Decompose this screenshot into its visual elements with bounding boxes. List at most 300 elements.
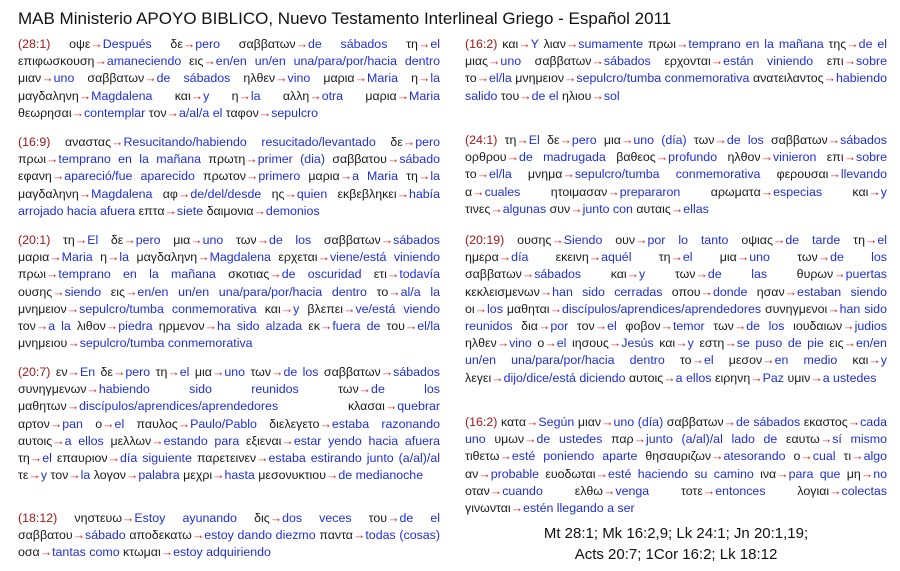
arrow-icon: →: [191, 528, 205, 543]
spanish-gloss: apareció/fue aparecido: [64, 169, 195, 184]
greek-word: ηλθεν: [465, 336, 497, 351]
arrow-icon: →: [591, 88, 604, 103]
page-title: MAB Ministerio APOYO BIBLICO, Nuevo Testamento Interlineal Griego - Español 2011: [18, 9, 672, 28]
arrow-icon: →: [868, 353, 881, 368]
spanish-gloss: Resucitando/habiendo resucitado/levantado: [123, 135, 376, 149]
greek-word: μιας: [465, 54, 489, 69]
greek-word: τοτε: [680, 483, 703, 498]
arrow-icon: →: [474, 301, 488, 316]
spanish-gloss: estaba estirando junto (a/al)/al: [268, 451, 440, 466]
spanish-gloss: de las: [707, 267, 768, 282]
spanish-gloss: y: [639, 267, 646, 282]
arrow-icon: →: [817, 250, 831, 265]
spanish-gloss: dijo/dice/está diciendo: [503, 370, 626, 385]
spanish-gloss: discípulos/aprendices/aprendedores: [79, 399, 279, 414]
greek-word: πρωι: [647, 37, 676, 51]
spanish-gloss: venga: [615, 483, 650, 498]
spanish-gloss: de los: [746, 319, 785, 334]
arrow-icon: →: [833, 267, 846, 282]
greek-word: μαγδαληνη: [18, 186, 79, 201]
greek-word: μαρια: [323, 71, 355, 86]
arrow-icon: →: [620, 133, 634, 147]
greek-word: ορθρου: [465, 150, 507, 165]
arrow-icon: →: [829, 483, 842, 498]
spanish-gloss: Jesús: [621, 336, 654, 351]
arrow-icon: →: [269, 511, 283, 525]
greek-word: οπου: [671, 284, 701, 299]
spanish-gloss: de los: [371, 382, 440, 397]
spanish-gloss: contemplar: [83, 105, 146, 120]
spanish-gloss: pan: [62, 416, 83, 431]
arrow-icon: →: [190, 233, 203, 247]
arrow-icon: →: [106, 250, 120, 265]
arrow-icon: →: [819, 432, 833, 447]
spanish-gloss: estando para: [163, 433, 240, 448]
greek-word: εν: [55, 365, 68, 379]
spanish-gloss: día siguiente: [120, 451, 192, 466]
spanish-gloss: se puso de pie: [736, 336, 824, 351]
spanish-gloss: y: [40, 468, 48, 483]
spanish-gloss: prepararon: [619, 184, 681, 199]
spanish-gloss: siete: [176, 203, 204, 218]
greek-word: μια: [603, 133, 621, 147]
greek-word: μιαν: [577, 415, 602, 429]
greek-word: τον: [50, 468, 69, 483]
arrow-icon: →: [595, 466, 608, 481]
greek-word: ηλθον: [727, 150, 761, 165]
arrow-icon: →: [524, 432, 537, 447]
greek-word: σαββατων: [87, 71, 145, 86]
arrow-icon: →: [197, 250, 210, 265]
greek-word: θησαυριζων: [645, 449, 712, 464]
arrow-icon: →: [94, 54, 107, 69]
greek-word: ειρηνη: [714, 370, 751, 385]
arrow-icon: →: [537, 319, 551, 334]
arrow-icon: →: [256, 233, 269, 247]
greek-word: του: [386, 319, 405, 334]
greek-word: μαθηται: [506, 301, 550, 316]
right-entry-3: [465, 232, 887, 387]
greek-word: των: [713, 319, 734, 334]
arrow-icon: →: [402, 135, 416, 149]
greek-word: μαγδαληνη: [18, 88, 79, 103]
arrow-icon: →: [846, 37, 859, 51]
greek-word: ευοδωται: [545, 466, 596, 481]
arrow-icon: →: [112, 365, 126, 379]
greek-word: παρετεινεν: [196, 451, 257, 466]
spanish-gloss: de sábados: [156, 71, 231, 86]
left-entry-5: [18, 510, 440, 562]
greek-word: σαββατων: [323, 365, 381, 379]
arrow-icon: →: [843, 150, 856, 165]
greek-word: τη: [63, 233, 75, 247]
greek-word: οψε: [69, 37, 91, 51]
greek-word: τινες: [465, 201, 491, 216]
spanish-gloss: en/en un/en una/para/por/hacia dentro: [465, 336, 887, 368]
right-entry-4: [465, 414, 887, 517]
arrow-icon: →: [66, 399, 80, 414]
arrow-icon: →: [710, 54, 724, 69]
greek-word: μνημα: [527, 167, 563, 182]
arrow-icon: →: [539, 284, 553, 299]
spanish-gloss: profundo: [668, 150, 718, 165]
spanish-gloss: cada uno: [465, 415, 887, 447]
spanish-gloss: probable: [490, 466, 539, 481]
arrow-icon: →: [271, 365, 284, 379]
spanish-gloss: Magdalena: [91, 186, 153, 201]
greek-word: θεωρησαι: [18, 105, 72, 120]
spanish-gloss: sepulcro: [271, 105, 319, 120]
spanish-gloss: uno: [749, 250, 770, 265]
arrow-icon: →: [35, 319, 49, 334]
spanish-gloss: Después: [102, 37, 152, 51]
greek-word: δις: [254, 511, 270, 525]
spanish-gloss: la: [80, 468, 91, 483]
arrow-icon: →: [396, 186, 409, 201]
spanish-gloss: el/la: [489, 167, 512, 182]
spanish-gloss: cuando: [502, 483, 543, 498]
arrow-icon: →: [358, 382, 372, 397]
greek-word: η: [411, 71, 418, 86]
arrow-icon: →: [711, 449, 724, 464]
scripture-references: [465, 523, 887, 565]
spanish-gloss: palabra: [138, 468, 180, 483]
spanish-gloss: de los: [268, 233, 312, 247]
greek-word: συνηγμενοι: [765, 301, 828, 316]
arrow-icon: →: [489, 483, 503, 498]
arrow-icon: →: [417, 169, 431, 184]
spanish-gloss: Según: [538, 415, 575, 429]
spanish-gloss: no: [873, 466, 887, 481]
spanish-gloss: tantas como: [52, 545, 120, 560]
greek-word: τι: [843, 449, 852, 464]
arrow-icon: →: [506, 150, 519, 165]
greek-word: σαββατου: [18, 528, 73, 543]
greek-word: οψιας: [741, 233, 773, 247]
greek-word: μεσονυκτιου: [258, 468, 326, 483]
spanish-gloss: estar yendo hacia afuera: [293, 433, 440, 448]
spanish-gloss: para que: [788, 466, 841, 481]
greek-word: ο: [793, 449, 801, 464]
greek-word: ερχονται: [664, 54, 711, 69]
arrow-icon: →: [177, 186, 191, 201]
greek-word: ταφον: [225, 105, 259, 120]
arrow-icon: →: [633, 432, 646, 447]
greek-word: φοβον: [625, 319, 661, 334]
verse-reference: (20:7): [18, 365, 51, 379]
greek-word: το: [376, 284, 389, 299]
greek-word: σαββατων: [323, 233, 381, 247]
greek-word: νηστευω: [74, 511, 122, 525]
arrow-icon: →: [182, 37, 196, 51]
spanish-gloss: vino: [287, 71, 311, 86]
greek-word: αρωματα: [710, 184, 761, 199]
greek-word: των: [693, 133, 715, 147]
greek-word: συν: [549, 201, 571, 216]
spanish-gloss: el: [114, 416, 125, 431]
arrow-icon: →: [491, 370, 504, 385]
spanish-gloss: amaneciendo: [106, 54, 182, 69]
greek-word: ουσης: [18, 284, 53, 299]
spanish-gloss: de los: [283, 365, 319, 379]
arrow-icon: →: [496, 336, 510, 351]
arrow-icon: →: [384, 399, 398, 414]
greek-word: μαρια: [18, 250, 50, 265]
spanish-gloss: a la: [48, 319, 71, 334]
spanish-gloss: vinieron: [772, 150, 817, 165]
spanish-gloss: al/a la: [400, 284, 440, 299]
spanish-gloss: Paulo/Pablo: [190, 416, 257, 431]
arrow-icon: →: [160, 545, 174, 560]
greek-word: εκαστος: [803, 415, 848, 429]
arrow-icon: →: [105, 319, 119, 334]
spanish-gloss: el: [430, 37, 440, 51]
arrow-icon: →: [864, 233, 878, 247]
arrow-icon: →: [111, 135, 124, 149]
arrow-icon: →: [102, 416, 115, 431]
spanish-gloss: temprano en la mañana: [688, 37, 824, 51]
arrow-icon: →: [570, 201, 583, 216]
greek-word: λεγει: [465, 370, 492, 385]
greek-word: ητοιμασαν: [550, 184, 608, 199]
greek-word: μη: [846, 466, 861, 481]
arrow-icon: →: [518, 37, 531, 51]
spanish-gloss: estoy dando diezmo: [204, 528, 316, 543]
greek-word: λιαν: [543, 37, 566, 51]
greek-word: μαγδαληνη: [136, 250, 198, 265]
spanish-gloss: de ustedes: [536, 432, 603, 447]
greek-word: αποδεκατω: [129, 528, 192, 543]
arrow-icon: →: [776, 466, 789, 481]
spanish-gloss: El: [528, 133, 540, 147]
arrow-icon: →: [655, 150, 669, 165]
arrow-icon: →: [396, 88, 410, 103]
spanish-gloss: Paz: [762, 370, 784, 385]
spanish-gloss: sobre: [856, 150, 887, 165]
arrow-icon: →: [663, 370, 676, 385]
spanish-gloss: en medio: [774, 353, 838, 368]
spanish-gloss: los: [487, 301, 503, 316]
greek-word: τον: [18, 319, 36, 334]
spanish-gloss: habiendo sido reunidos: [98, 382, 299, 397]
verse-reference: (28:1): [18, 37, 51, 51]
greek-word: των: [250, 365, 272, 379]
arrow-icon: →: [90, 37, 103, 51]
spanish-gloss: quien: [296, 186, 328, 201]
spanish-gloss: esté poniendo aparte: [511, 449, 638, 464]
arrow-icon: →: [352, 528, 366, 543]
spanish-gloss: Maria: [367, 71, 398, 86]
greek-word: τη: [853, 233, 865, 247]
greek-word: κτωμαι: [123, 545, 161, 560]
arrow-icon: →: [772, 233, 786, 247]
arrow-icon: →: [387, 511, 400, 525]
arrow-icon: →: [588, 250, 602, 265]
arrow-icon: →: [544, 336, 557, 351]
arrow-icon: →: [842, 319, 855, 334]
spanish-gloss: el: [179, 365, 190, 379]
arrow-icon: →: [284, 186, 297, 201]
greek-word: ινα: [760, 466, 777, 481]
spanish-gloss: todas (cosas): [365, 528, 440, 543]
spanish-gloss: estaban siendo: [797, 284, 887, 299]
spanish-gloss: y: [203, 88, 210, 103]
arrow-icon: →: [591, 54, 604, 69]
arrow-icon: →: [319, 416, 332, 431]
greek-word: ελθω: [574, 483, 603, 498]
greek-word: σαββατων: [238, 37, 296, 51]
arrow-icon: →: [190, 88, 204, 103]
greek-word: εκεινη: [555, 250, 589, 265]
spanish-gloss: de tarde: [785, 233, 841, 247]
spanish-gloss: puertas: [845, 267, 887, 282]
spanish-gloss: judios: [854, 319, 887, 334]
greek-word: εξιεναι: [245, 433, 282, 448]
greek-word: οσα: [18, 545, 40, 560]
spanish-gloss: el: [877, 233, 888, 247]
arrow-icon: →: [177, 416, 191, 431]
greek-word: εφανη: [18, 169, 52, 184]
verse-reference: (20:1): [18, 233, 51, 247]
greek-word: επι: [826, 54, 844, 69]
greek-word: αυτοις: [628, 370, 664, 385]
spanish-gloss: de el: [399, 511, 440, 525]
spanish-gloss: estoy adquiriendo: [173, 545, 271, 560]
arrow-icon: →: [559, 133, 572, 147]
spanish-gloss: a Maria: [352, 169, 399, 184]
arrow-icon: →: [760, 184, 774, 199]
spanish-gloss: el: [607, 319, 617, 334]
spanish-gloss: algo: [863, 449, 887, 464]
spanish-gloss: cual: [812, 449, 836, 464]
greek-word: και: [852, 353, 869, 368]
arrow-icon: →: [700, 284, 713, 299]
arrow-icon: →: [211, 365, 225, 379]
arrow-icon: →: [354, 71, 367, 86]
arrow-icon: →: [526, 415, 539, 429]
arrow-icon: →: [66, 301, 80, 316]
greek-word: αυταις: [636, 201, 671, 216]
spanish-gloss: de los: [830, 250, 887, 265]
greek-word: κεκλεισμενων: [465, 284, 540, 299]
arrow-icon: →: [602, 483, 616, 498]
greek-word: δε: [110, 233, 124, 247]
greek-word: τη: [406, 37, 418, 51]
spanish-gloss: colectas: [841, 483, 887, 498]
verse-reference: (16:2): [465, 37, 498, 51]
arrow-icon: →: [39, 545, 53, 560]
spanish-gloss: en/en un/en una/para/por/hacia dentro: [215, 54, 440, 69]
spanish-gloss: El: [87, 233, 99, 247]
spanish-gloss: Magdalena: [91, 88, 153, 103]
greek-word: πρωτον: [203, 169, 246, 184]
spanish-gloss: sábados: [603, 54, 651, 69]
arrow-icon: →: [238, 88, 251, 103]
greek-word: ερχεται: [278, 250, 318, 265]
arrow-icon: →: [476, 71, 490, 86]
greek-word: το: [679, 353, 692, 368]
greek-word: η: [231, 88, 239, 103]
spanish-gloss: y: [687, 336, 694, 351]
greek-word: τε: [18, 468, 29, 483]
arrow-icon: →: [714, 133, 727, 147]
spanish-gloss: vino: [509, 336, 532, 351]
spanish-gloss: a ellos: [675, 370, 712, 385]
spanish-gloss: de medianoche: [338, 468, 424, 483]
spanish-gloss: uno: [202, 233, 224, 247]
arrow-icon: →: [275, 71, 288, 86]
arrow-icon: →: [71, 105, 84, 120]
arrow-icon: →: [167, 365, 180, 379]
arrow-icon: →: [601, 415, 614, 429]
greek-word: σαββατων: [666, 415, 724, 429]
arrow-icon: →: [702, 483, 716, 498]
arrow-icon: →: [417, 71, 431, 86]
spanish-gloss: habiendo salido: [465, 71, 887, 103]
spanish-gloss: ha sido alzada: [216, 319, 303, 334]
spanish-gloss: Maria: [61, 250, 93, 265]
arrow-icon: →: [258, 105, 272, 120]
spanish-gloss: Siendo: [563, 233, 603, 247]
arrow-icon: →: [827, 133, 841, 147]
spanish-gloss: la: [119, 250, 130, 265]
greek-word: σκοτιας: [228, 267, 270, 282]
greek-word: σαββατων: [465, 267, 522, 282]
right-entry-2: [465, 132, 887, 218]
greek-word: επιφωσκουση: [18, 54, 95, 69]
spanish-gloss: esté haciendo su camino: [607, 466, 754, 481]
greek-word: δια: [521, 319, 538, 334]
arrow-icon: →: [166, 105, 179, 120]
spanish-gloss: han sido reunidos: [465, 301, 887, 334]
greek-word: λογιαι: [797, 483, 830, 498]
spanish-gloss: llevando: [840, 167, 887, 182]
arrow-icon: →: [635, 233, 648, 247]
greek-word: τη: [504, 133, 517, 147]
spanish-gloss: entonces: [715, 483, 766, 498]
spanish-gloss: de el: [531, 88, 559, 103]
spanish-gloss: todavía: [399, 267, 440, 282]
left-entry-2: [18, 134, 440, 220]
greek-word: σαββατων: [534, 54, 592, 69]
arrow-icon: →: [551, 233, 564, 247]
verse-reference: (24:1): [465, 133, 498, 147]
greek-word: μαθητων: [18, 399, 67, 414]
spanish-gloss: la: [430, 71, 441, 86]
greek-word: επτα: [138, 203, 165, 218]
arrow-icon: →: [823, 71, 836, 86]
greek-word: ηλθεν: [243, 71, 276, 86]
spanish-gloss: por lo tanto: [647, 233, 729, 247]
greek-word: δε: [390, 135, 403, 149]
arrow-icon: →: [41, 71, 54, 86]
arrow-icon: →: [562, 167, 575, 182]
arrow-icon: →: [46, 267, 59, 282]
greek-word: των: [235, 233, 257, 247]
arrow-icon: →: [670, 250, 683, 265]
greek-word: ηλιου: [561, 88, 592, 103]
spanish-gloss: sepulcro/tumba conmemorativa: [79, 336, 253, 351]
greek-word: διελεγετο: [269, 416, 320, 431]
greek-word: ιησους: [571, 336, 609, 351]
arrow-icon: →: [851, 449, 864, 464]
arrow-icon: →: [607, 184, 620, 199]
spanish-gloss: siendo: [64, 284, 102, 299]
spanish-gloss: de los: [726, 133, 764, 147]
arrow-icon: →: [319, 319, 333, 334]
arrow-icon: →: [309, 88, 322, 103]
spanish-gloss: viene/está viniendo: [329, 250, 441, 265]
